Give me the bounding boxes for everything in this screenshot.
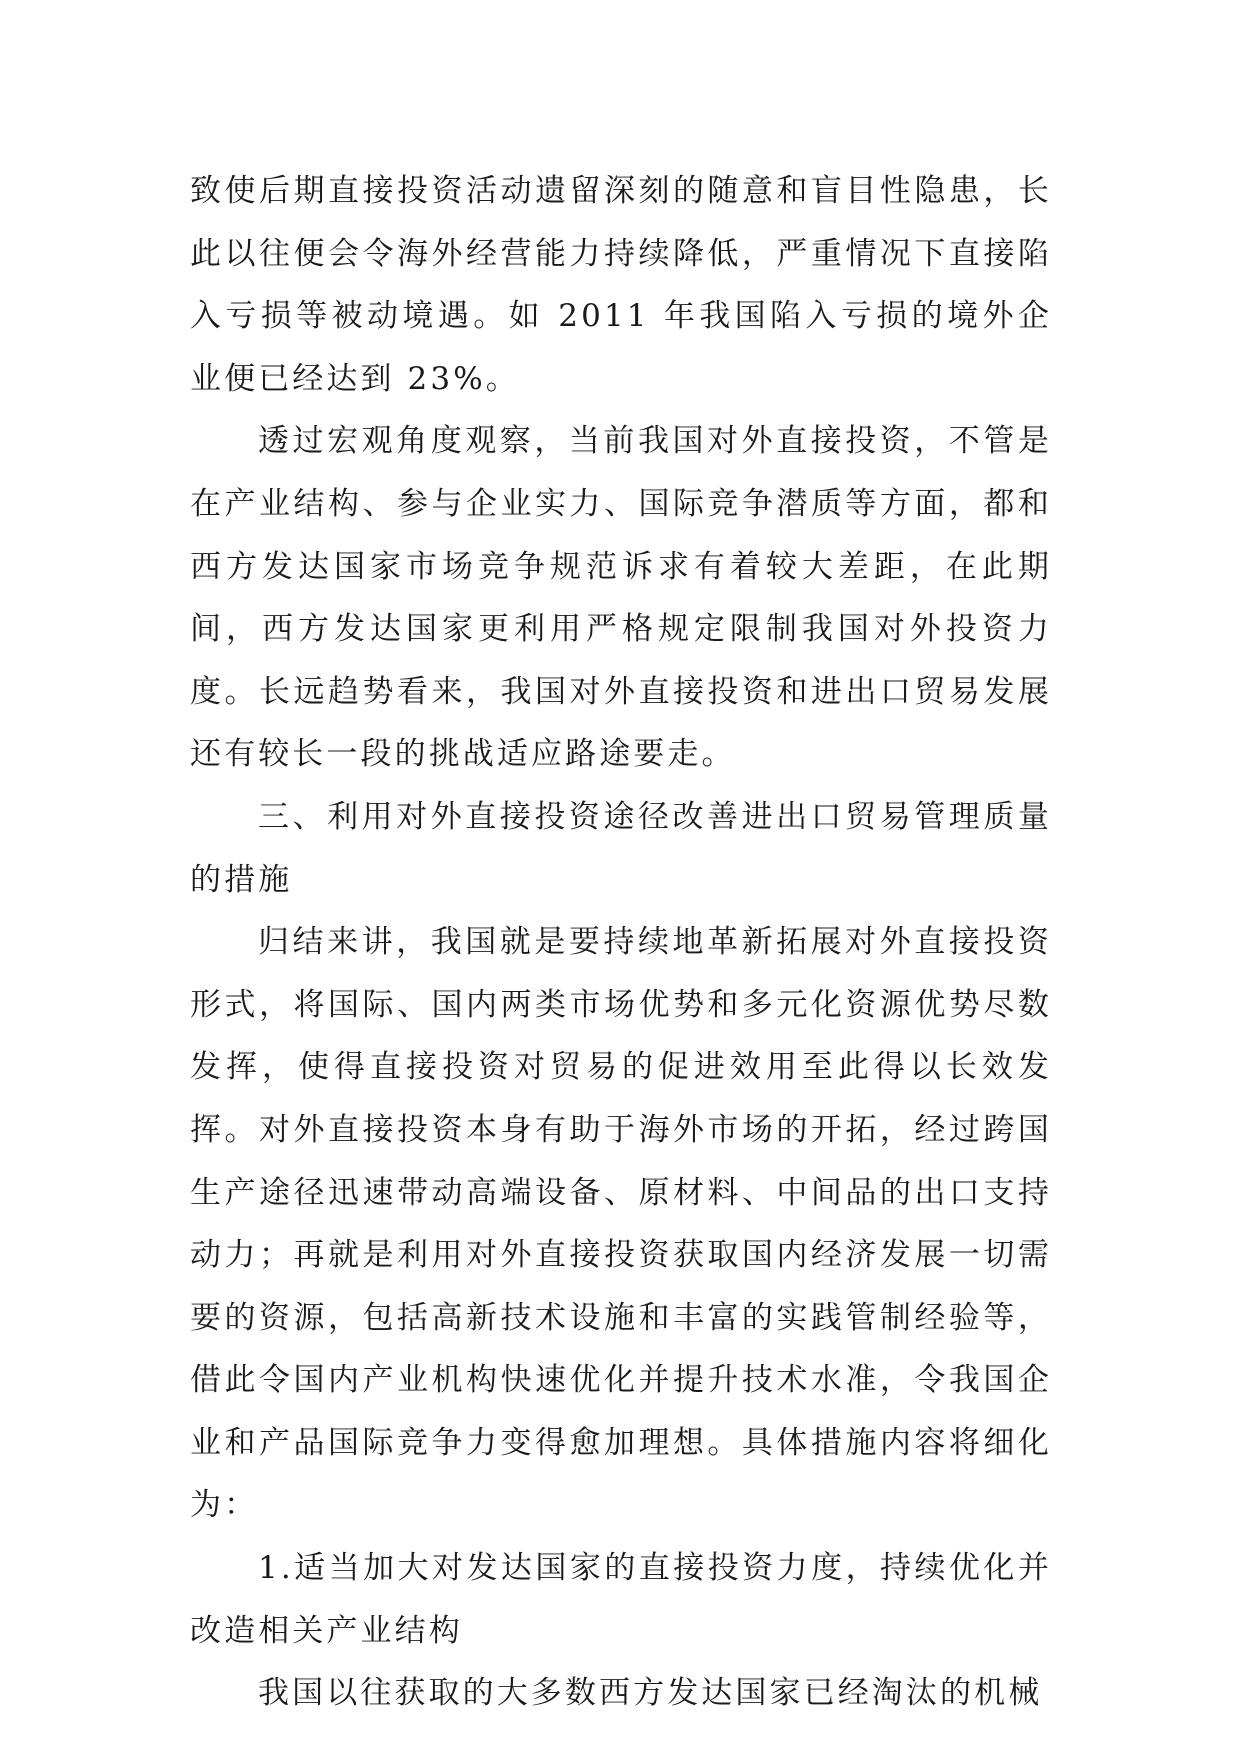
paragraph-summary: 归结来讲，我国就是要持续地革新拓展对外直接投资形式，将国际、国内两类市场优势和多元化资源优势尽数发挥，使得直接投资对贸易的促进效用至此得以长效发挥。对外直接投资本身有助于海外市场的开拓，经过跨国生产途径迅速带动高端设备、原材料、中间品的出口支持动力；再就是利用对外直接投资获取国内经济发展一切需要的资源，包括高新技术设施和丰富的实践管制经验等，借此令国内产业机构快速优化并提升技术水准，令我国企业和产品国际竞争力变得愈加理想。具体措施内容将细化为：: [190, 924, 1052, 1524]
paragraph-partial: 我国以往获取的大多数西方发达国家已经淘汰的机械: [258, 1675, 1043, 1712]
body-text: [190, 160, 1052, 1725]
paragraph-macro-view: 透过宏观角度观察，当前我国对外直接投资，不管是在产业结构、参与企业实力、国际竞争潜质等方面，都和西方发达国家市场竞争规范诉求有着较大差距，在此期间，西方发达国家更利用严格规定限制我国对外投资力度。长远趋势看来，我国对外直接投资和进出口贸易发展还有较长一段的挑战适应路途要走。: [190, 423, 1052, 773]
paragraph-continuation: 致使后期直接投资活动遗留深刻的随意和盲目性隐患，长此以往便会令海外经营能力持续降低，严重情况下直接陷入亏损等被动境遇。如 2011 年我国陷入亏损的境外企业便已经达到 23%。: [190, 173, 1052, 397]
subsection-heading: 1.适当加大对发达国家的直接投资力度，持续优化并改造相关产业结构: [190, 1550, 1052, 1649]
section-heading: 三、利用对外直接投资途径改善进出口贸易管理质量的措施: [190, 798, 1052, 898]
